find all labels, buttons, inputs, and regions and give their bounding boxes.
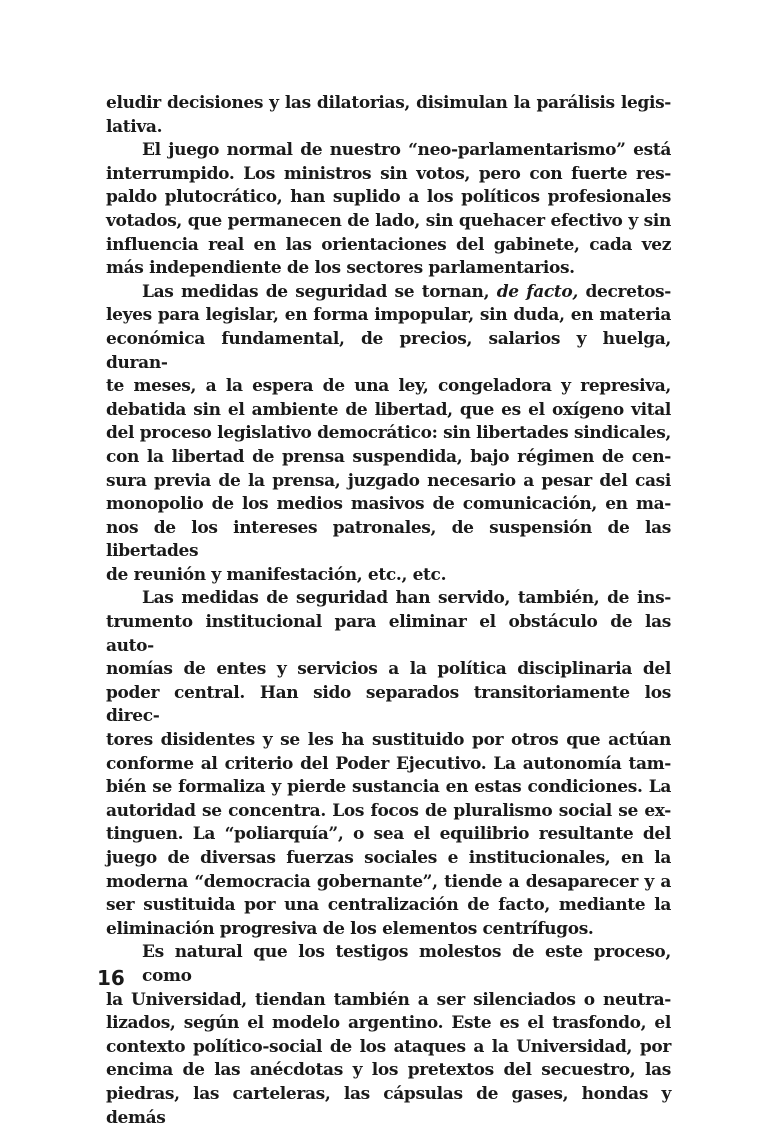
text-line: económica fundamental, de precios, salarios y huelga, duran- <box>106 328 671 373</box>
text-line: tinguen. La “poliarquía”, o sea el equilibrio resultante del <box>106 824 671 845</box>
text-line: sura previa de la prensa, juzgado necesario a pesar del casi <box>106 470 671 491</box>
text-line: interrumpido. Los ministros sin votos, pero con fuerte res- <box>106 163 671 184</box>
text-line: Las medidas de seguridad han servido, también, de ins- <box>142 588 671 609</box>
text-line: leyes para legislar, en forma impopular, sin duda, en materia <box>106 305 671 326</box>
text-line: del proceso legislativo democrático: sin libertades sindicales, <box>106 423 671 444</box>
italic-phrase: de facto, <box>496 281 578 302</box>
text-line: tores disidentes y se les ha sustituido por otros que actúan <box>106 730 671 751</box>
text-line: encima de las anécdotas y los pretextos del secuestro, las <box>106 1060 671 1081</box>
text-line: monopolio de los medios masivos de comunicación, en ma- <box>106 494 671 515</box>
text-line: debatida sin el ambiente de libertad, que es el oxígeno vital <box>106 399 671 420</box>
text-line: te meses, a la espera de una ley, congeladora y represiva, <box>106 376 671 397</box>
text-line: de reunión y manifestación, etc., etc. <box>106 564 447 585</box>
text-line: votados, que permanecen de lado, sin quehacer efectivo y sin <box>106 210 671 231</box>
paragraph-5 <box>106 941 671 1130</box>
paragraph-4 <box>106 587 671 941</box>
text-line: poder central. Han sido separados transitoriamente los direc- <box>106 682 671 727</box>
text-line: eludir decisiones y las dilatorias, disimulan la parálisis legis- <box>106 93 671 113</box>
text-line: ser sustituida por una centralización de facto, mediante la <box>106 895 671 916</box>
text-line: Es natural que los testigos molestos de este proceso, como <box>142 942 671 986</box>
text-run: Las medidas de seguridad se tornan, <box>142 281 497 302</box>
text-line: juego de diversas fuerzas sociales e institucionales, en la <box>106 848 671 868</box>
text-line: eliminación progresiva de los elementos centrífugos. <box>106 918 594 939</box>
text-line: autoridad se concentra. Los focos de pluralismo social se ex- <box>106 800 671 821</box>
paragraph-1 <box>106 92 671 139</box>
text-line: conforme al criterio del Poder Ejecutivo. La autonomía tam- <box>106 753 671 774</box>
text-line: trumento institucional para eliminar el obstáculo de las auto- <box>106 612 671 656</box>
paragraph-2 <box>106 139 671 281</box>
text-line: la Universidad, tiendan también a ser silenciados o neutra- <box>106 989 671 1010</box>
text-line: paldo plutocrático, han suplido a los políticos profesionales <box>106 187 671 208</box>
text-line: lizados, según el modelo argentino. Este es el trasfondo, el <box>106 1013 671 1034</box>
page-number: 16 <box>97 966 125 990</box>
paragraph-3 <box>106 281 671 588</box>
text-line: nomías de entes y servicios a la política disciplinaria del <box>106 659 671 680</box>
text-line: con la libertad de prensa suspendida, bajo régimen de cen- <box>106 446 671 467</box>
text-line: más independiente de los sectores parlamentarios. <box>106 258 575 279</box>
text-line: contexto político-social de los ataques a la Universidad, por <box>106 1036 671 1057</box>
text-line <box>106 281 671 305</box>
text-line: piedras, las carteleras, las cápsulas de gases, hondas y demás <box>106 1083 671 1128</box>
text-run: decretos- <box>577 281 671 302</box>
text-line: influencia real en las orientaciones del gabinete, cada vez <box>106 234 671 255</box>
text-line: nos de los intereses patronales, de suspensión de las libertades <box>106 517 671 562</box>
text-line: lativa. <box>106 116 163 137</box>
body-text <box>106 92 671 1130</box>
text-line: El juego normal de nuestro “neo-parlamentarismo” está <box>142 140 671 161</box>
text-line: bién se formaliza y pierde sustancia en estas condiciones. La <box>106 777 671 798</box>
text-line: moderna “democracia gobernante”, tiende a desaparecer y a <box>106 871 671 892</box>
